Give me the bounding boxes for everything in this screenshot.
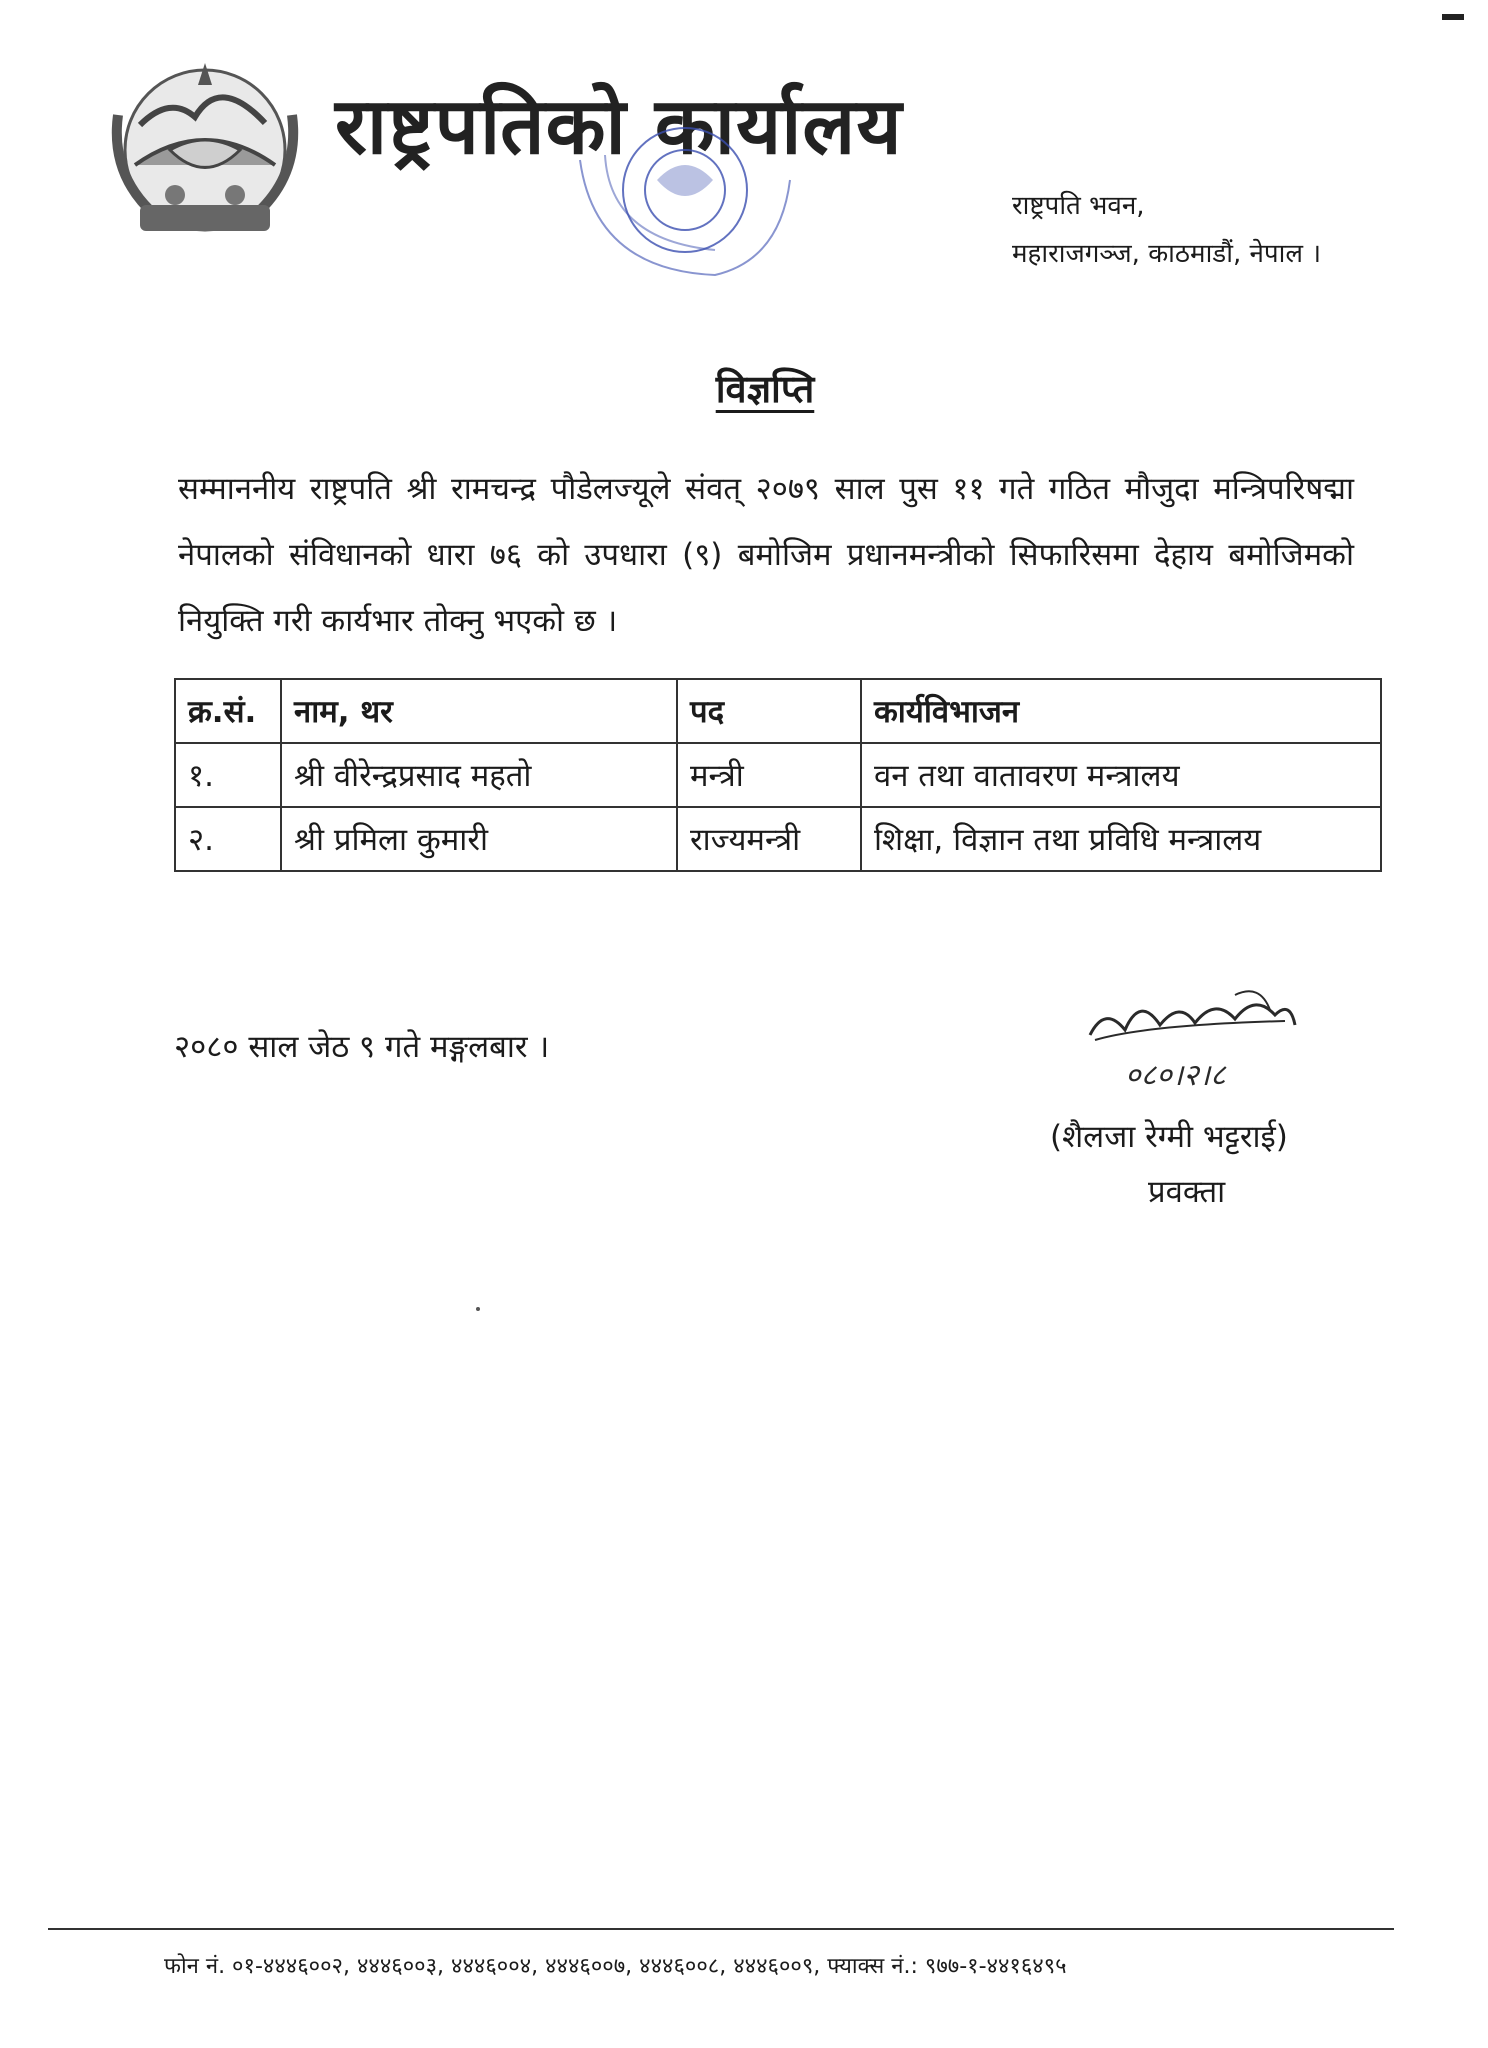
scan-edge-mark [1442, 14, 1464, 20]
issue-date: २०८० साल जेठ ९ गते मङ्गलबार । [174, 1029, 550, 1065]
table-row [175, 807, 1381, 871]
column-header: पद [677, 679, 861, 743]
office-title: राष्ट्रपतिको कार्यालय [335, 82, 903, 172]
footer-contact: फोन नं. ०१-४४४६००२, ४४४६००३, ४४४६००४, ४४४६००७, ४४४६००८, ४४४६००९, फ्याक्स नं.: ९७७-१-४४१६४९५ [164, 1954, 1067, 1979]
post-cell: मन्त्री [677, 743, 861, 807]
office-stamp-icon [565, 120, 795, 290]
notice-body: सम्माननीय राष्ट्रपति श्री रामचन्द्र पौडेलज्यूले संवत् २०७९ साल पुस ११ गते गठित मौजुदा मन्त्रिपरिषद्मा नेपालको संविधानको धारा ७६ को उपधारा (९) बमोजिम प्रधानमन्त्रीको सिफारिसमा देहाय बमोजिमको नियुक्ति गरी कार्यभार तोक्नु भएको छ । [178, 471, 1354, 639]
serial-cell: २. [175, 807, 281, 871]
signature-date: ०८०।२।८ [1125, 1058, 1226, 1093]
column-header: क्र.सं. [175, 679, 281, 743]
signatory-name: (शैलजा रेग्मी भट्टराई) [1050, 1119, 1288, 1155]
table-row [175, 743, 1381, 807]
scan-speck [476, 1307, 480, 1311]
signatory-role: प्रवक्ता [1148, 1174, 1226, 1210]
name-cell: श्री वीरेन्द्रप्रसाद महतो [281, 743, 677, 807]
appointment-table [174, 678, 1382, 872]
serial-cell: १. [175, 743, 281, 807]
table-header-row [175, 679, 1381, 743]
column-header: नाम, थर [281, 679, 677, 743]
footer-divider [48, 1928, 1394, 1930]
nepal-emblem-icon [100, 55, 310, 240]
name-cell: श्री प्रमिला कुमारी [281, 807, 677, 871]
ministry-cell: वन तथा वातावरण मन्त्रालय [861, 743, 1381, 807]
address-line-2: महाराजगञ्ज, काठमाडौं, नेपाल । [1012, 239, 1322, 269]
address-line-1: राष्ट्रपति भवन, [1012, 191, 1145, 221]
signature-icon [1085, 985, 1305, 1100]
post-cell: राज्यमन्त्री [677, 807, 861, 871]
column-header: कार्यविभाजन [861, 679, 1381, 743]
ministry-cell: शिक्षा, विज्ञान तथा प्रविधि मन्त्रालय [861, 807, 1381, 871]
notice-title: विज्ञप्ति [715, 367, 815, 411]
